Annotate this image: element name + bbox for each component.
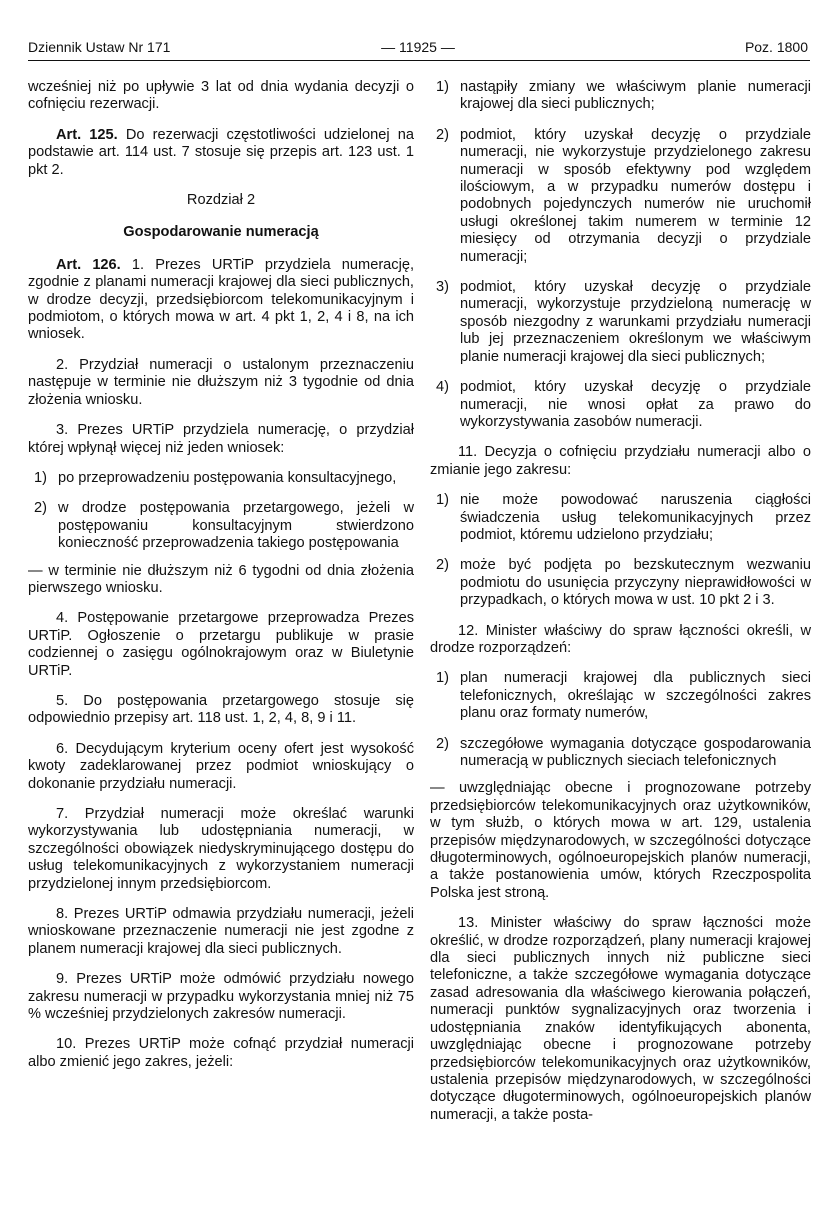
list-item-text: podmiot, który uzyskał decyzję o przydziale numeracji, wykorzystuje przydzieloną numerację w sposób niezgodny z warunkami przydziału numeracji lub jej przeznaczeniem określonym we właściwym planie numeracji krajowej dla sieci publicznych; [460, 279, 811, 365]
article-126-ust-9: 9. Prezes URTiP może odmówić przydziału nowego zakresu numeracji w przypadku wykorzystania mniej niż 75 % wcześniej przydzielonych zakresów numeracji. [28, 971, 414, 1023]
list-item-number: 1) [436, 670, 449, 687]
list-item-text: podmiot, który uzyskał decyzję o przydziale numeracji, nie wnosi opłat za prawo do wykorzystywania zasobów numeracji. [460, 379, 811, 430]
chapter-title: Gospodarowanie numeracją [123, 224, 319, 241]
paragraph-continuation: wcześniej niż po upływie 3 lat od dnia wydania decyzji o cofnięciu rezerwacji. [28, 79, 414, 113]
article-126-ust-2: 2. Przydział numeracji o ustalonym przeznaczeniu następuje w terminie nie dłuższym niż 3 tygodnie od dnia złożenia wniosku. [28, 356, 414, 408]
right-column [430, 79, 811, 1137]
list-item [430, 492, 811, 544]
header-divider [28, 60, 810, 61]
left-column [28, 79, 414, 1084]
article-126-ust-3-tail: — w terminie nie dłuższym niż 6 tygodni od dnia złożenia pierwszego wniosku. [28, 562, 414, 596]
article-126 [28, 257, 414, 344]
list-item [430, 736, 811, 771]
article-126-ust-10: 10. Prezes URTiP może cofnąć przydział numeracji albo zmienić jego zakres, jeżeli: [28, 1036, 414, 1070]
article-126-ust-8: 8. Prezes URTiP odmawia przydziału numeracji, jeżeli wnioskowane przeznaczenie numeracji nie jest zgodne z planem numeracji krajowej dla sieci publicznych. [28, 906, 414, 957]
list-item [430, 379, 811, 431]
list-item-text: nastąpiły zmiany we właściwym planie numeracji krajowej dla sieci publicznych; [460, 79, 811, 113]
list-item-number: 2) [436, 735, 449, 752]
journal-title: Dziennik Ustaw Nr 171 [28, 39, 171, 55]
list-item [430, 279, 811, 366]
article-126-ust-6: 6. Decydującym kryterium oceny ofert jest wysokość kwoty zadeklarowanej przez podmiot wnioskujący o dokonanie przydziału numeracji. [28, 740, 414, 792]
article-126-ust-7: 7. Przydział numeracji może określać warunki wykorzystywania lub udostępniania numeracji, w szczególności obowiązek niedyskryminującego dostępu do usług telekomunikacyjnych z wykorzystaniem numeracji przydzielonej innym przedsiębiorcom. [28, 806, 414, 892]
list-item-number: 2) [34, 500, 47, 517]
page-header [28, 38, 808, 58]
list-item-number: 1) [34, 469, 47, 486]
article-126-ust-3: 3. Prezes URTiP przydziela numerację, o przydział której wpłynął więcej niż jeden wniosek: [28, 422, 414, 456]
list-item [430, 127, 811, 266]
list-item [430, 79, 811, 114]
article-126-ust-12-tail: — uwzględniając obecne i prognozowane potrzeby przedsiębiorców telekomunikacyjnych oraz użytkowników, w tym służb, o których mowa w art. 129, ustalenia przepisów międzynarodowych, w szczególności dotyczące długoterminowych, ogólnoeuropejskich planów numeracji, a także postanowienia umów, których Rzeczpospolita Polska jest stroną. [430, 780, 811, 901]
list-item-number: 4) [436, 379, 449, 396]
chapter-number: Rozdział 2 [186, 192, 256, 209]
list-item [28, 500, 414, 552]
article-126-ust-5: 5. Do postępowania przetargowego stosuje się odpowiednio przepisy art. 118 ust. 1, 2, 4, 8, 9 i 11. [28, 692, 414, 727]
list-item-text: szczegółowe wymagania dotyczące gospodarowania numeracją w publicznych sieciach telefonicznych [460, 735, 811, 769]
list-item-text: w drodze postępowania przetargowego, jeżeli w postępowaniu konsultacyjnym stwierdzono konieczność przeprowadzenia takiego postępowania [58, 500, 414, 552]
article-126-ust-12: 12. Minister właściwy do spraw łączności określi, w drodze rozporządzeń: [430, 622, 811, 656]
list-item-number: 1) [436, 492, 449, 509]
list-item-text: po przeprowadzeniu postępowania konsultacyjnego, [58, 469, 397, 486]
article-126-ust-4: 4. Postępowanie przetargowe przeprowadza Prezes URTiP. Ogłoszenie o przetargu publikuje w prasie codziennej o zasięgu ogólnokrajowym oraz w Biuletynie URTiP. [28, 610, 414, 679]
position-number: Poz. 1800 [744, 39, 808, 55]
list-item [28, 470, 414, 487]
article-126-text: 1. Prezes URTiP przydziela numerację, zgodnie z planami numeracji krajowej dla sieci publicznych, w drodze decyzji, przedsiębiorcom telekomunikacyjnym i podmiotom, o których mowa w art. 4 pkt 1, 2, 4 i 8, na ich wniosek. [28, 256, 414, 343]
page-number: — 11925 — [381, 39, 455, 55]
article-125-text: Do rezerwacji częstotliwości udzielonej na podstawie art. 114 ust. 7 stosuje się przepis art. 123 ust. 1 pkt 2. [28, 126, 415, 178]
article-126-ust-11: 11. Decyzja o cofnięciu przydziału numeracji albo o zmianie jego zakresu: [430, 444, 811, 478]
list-item [430, 670, 811, 722]
list-item-number: 2) [436, 126, 449, 143]
article-125-label: Art. 125. [56, 126, 118, 143]
article-125 [28, 127, 414, 179]
list-item-text: nie może powodować naruszenia ciągłości świadczenia usług telekomunikacyjnych przez podmiot, któremu udzielono przydziału; [460, 492, 811, 543]
list-item-text: podmiot, który uzyskał decyzję o przydziale numeracji, nie wykorzystuje przydzielonego zakresu numeracji w sposób efektywny pod względem ilościowym, a w przypadku numerów dostępu i podobnych pojedynczych numerów nie uruchomił usługi określonej takim numerem w terminie 12 miesięcy od otrzymania decyzji o przydziale numeracji; [460, 126, 811, 265]
list-item-number: 3) [436, 279, 449, 296]
article-126-label: Art. 126. [56, 256, 121, 273]
list-item [430, 557, 811, 609]
list-item-text: plan numeracji krajowej dla publicznych sieci telefonicznych, określając w szczególności zakres planu oraz formaty numerów, [460, 670, 811, 722]
list-item-number: 2) [436, 557, 449, 574]
article-126-ust-13: 13. Minister właściwy do spraw łączności może określić, w drodze rozporządzeń, plany numeracji krajowej dla sieci publicznych innych niż publiczne sieci telefoniczne, a także szczegółowe wymagania dotyczące zasad adresowania dla właściwego kierowania połączeń, numeracji punktów sygnalizacyjnych oraz tworzenia i udostępniania znaków identyfikujących abonenta, uwzględniając obecne i prognozowane potrzeby przedsiębiorców telekomunikacyjnych oraz użytkowników, ustalenia przepisów międzynarodowych, w szczególności dotyczące długoterminowych, ogólnoeuropejskich planów numeracji, a także posta- [430, 915, 811, 1123]
list-item-text: może być podjęta po bezskutecznym wezwaniu podmiotu do usunięcia przyczyny nieprawidłowości w przypadkach, o których mowa w ust. 10 pkt 2 i 3. [460, 557, 811, 609]
list-item-number: 1) [436, 79, 449, 95]
